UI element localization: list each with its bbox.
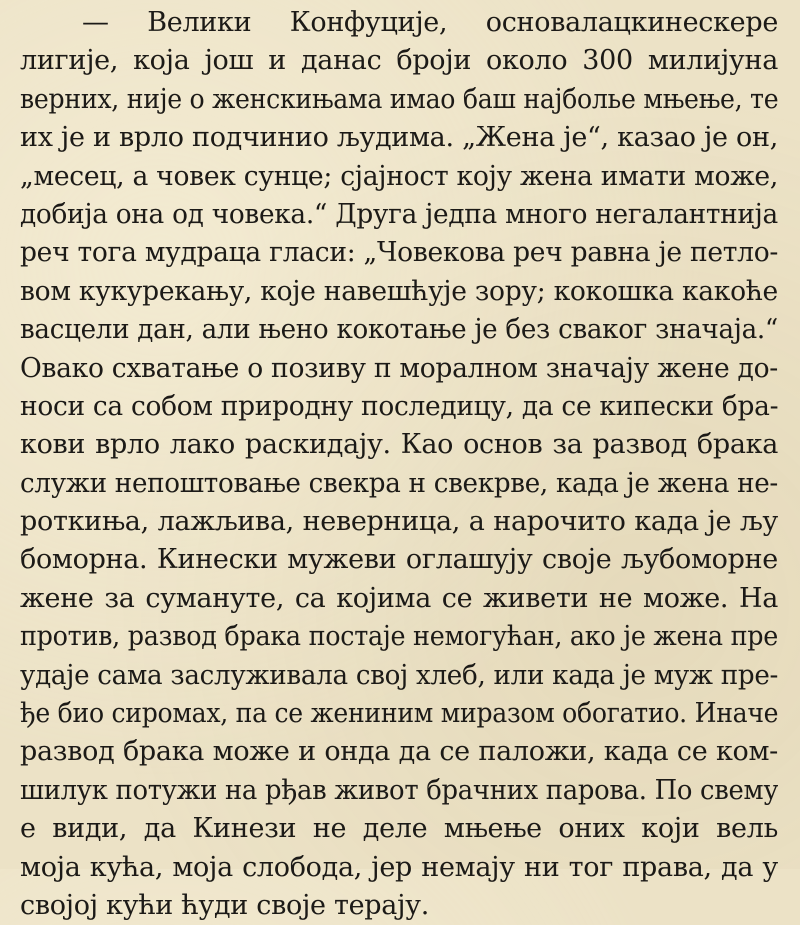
- text-line: развод брака може и онда да се паложи, када се ком-: [20, 736, 778, 768]
- text-line: Овако схватање о позиву п моралном значају жене до-: [20, 352, 778, 384]
- text-line: васцели дан, али њено кокотање је без сваког значаја.“: [20, 314, 779, 346]
- text-line: жене за сумануте, са којима се живети не може. На: [20, 582, 778, 614]
- text-line: кови врло лако раскидају. Као основ за развод брака: [20, 429, 778, 461]
- text-line: — Велики Конфуције, основалацкинескере: [82, 7, 778, 38]
- text-line: боморна. Кинески мужеви оглашују своје љубоморне: [20, 544, 778, 576]
- text-line: моја кућа, моја слобода, јер немају ни тог права, да у: [20, 851, 778, 883]
- text-line: реч тога мудраца гласи: „Човекова реч равна је петло-: [20, 237, 779, 269]
- text-line: удаје сама заслуживала свој хлеб, или када је муж пре-: [20, 659, 778, 691]
- text-line: лигије, која још и данас броји около 300 милијуна: [20, 45, 778, 77]
- text-line: верних, није о женскињама имао баш најболье мњење, те: [20, 83, 778, 115]
- text-line: вом кукурекању, које навешћује зору; кокошка какоће: [20, 275, 778, 307]
- text-line: их је и врло подчинио људима. „Жена је“, казао је он,: [20, 122, 778, 154]
- text-line: добија она од човека.“ Друга једпа много негалантнија: [20, 198, 778, 230]
- text-line: својој кући ћуди своје терају.: [20, 889, 430, 921]
- text-line: носи са собом природну последицу, да се кипески бра-: [20, 390, 778, 422]
- text-line: служи непоштовање свекра н свекрве, када је жена не-: [20, 467, 778, 499]
- text-line: против, развод брака постаје немогућан, ако је жена пре: [20, 621, 778, 653]
- text-line: роткиња, лажљива, неверница, а нарочито када је љу: [20, 506, 778, 538]
- text-line: ђе био сиромах, па се жениним миразом обогатио. Иначе: [20, 698, 779, 730]
- text-line: е види, да Кинези не деле мњење оних који вель: [20, 813, 778, 845]
- text-line: шилук потужи на рђав живот брачних парова. По свему: [20, 774, 779, 806]
- text-line: „месец, а човек сунце; сјајност коју жена имати може,: [20, 160, 778, 192]
